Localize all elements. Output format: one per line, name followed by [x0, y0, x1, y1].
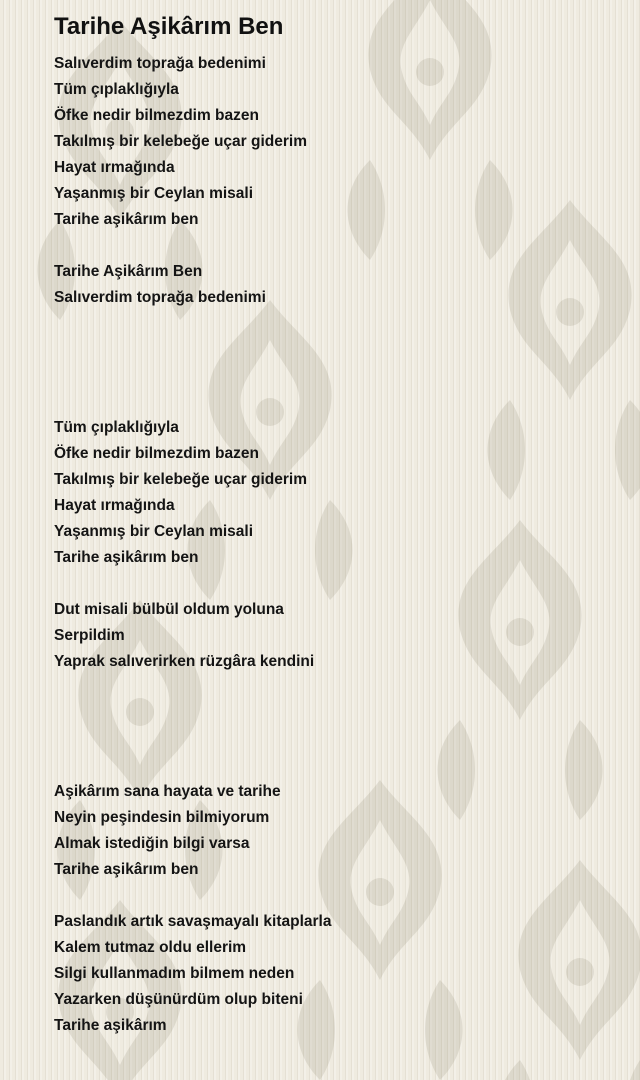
poem-line: Dut misali bülbül oldum yoluna — [54, 601, 284, 618]
poem-line: Salıverdim toprağa bedenimi — [54, 55, 266, 72]
poem-line: Tarihe aşikârım ben — [54, 211, 199, 228]
poem-line: Tarihe Aşikârım Ben — [54, 263, 203, 280]
poem-line: Tarihe aşikârım ben — [54, 549, 199, 566]
poem-line: Yaşanmış bir Ceylan misali — [54, 185, 254, 202]
poem-line: Takılmış bir kelebeğe uçar giderim — [54, 471, 307, 488]
poem-line: Hayat ırmağında — [54, 159, 175, 176]
poem-line: Tarihe aşikârım — [54, 1017, 167, 1034]
stanza-gap — [54, 311, 614, 415]
poem-line: Aşikârım sana hayata ve tarihe — [54, 783, 281, 800]
stanza-3 — [54, 415, 614, 571]
stanza-1 — [54, 51, 614, 233]
poem-line: Yazarken düşünürdüm olup biteni — [54, 991, 303, 1008]
poem-line: Hayat ırmağında — [54, 497, 175, 514]
poem-line: Paslandık artık savaşmayalı kitaplarla — [54, 913, 332, 930]
stanza-gap — [54, 675, 614, 779]
poem-title: Tarihe Aşikârım Ben — [54, 13, 284, 40]
poem-line: Yaşanmış bir Ceylan misali — [54, 523, 254, 540]
poem-line: Tarihe aşikârım ben — [54, 861, 199, 878]
stanza-6 — [54, 909, 614, 1039]
stanza-5 — [54, 779, 614, 883]
poem — [54, 10, 614, 1039]
poem-line: Salıverdim toprağa bedenimi — [54, 289, 266, 306]
poem-line: Yaprak salıverirken rüzgâra kendini — [54, 653, 315, 670]
poem-line: Tüm çıplaklığıyla — [54, 419, 179, 436]
poem-line: Almak istediğin bilgi varsa — [54, 835, 250, 852]
poem-line: Kalem tutmaz oldu ellerim — [54, 939, 247, 956]
poem-line: Takılmış bir kelebeğe uçar giderim — [54, 133, 307, 150]
stanza-gap — [54, 883, 614, 909]
stanza-gap — [54, 233, 614, 259]
poem-line: Silgi kullanmadım bilmem neden — [54, 965, 295, 982]
stanza-2 — [54, 259, 614, 311]
poem-line: Serpildim — [54, 627, 125, 644]
stanza-gap — [54, 571, 614, 597]
poem-line: Öfke nedir bilmezdim bazen — [54, 107, 259, 124]
stanza-4 — [54, 597, 614, 675]
poem-line: Öfke nedir bilmezdim bazen — [54, 445, 259, 462]
poem-line: Neyin peşindesin bilmiyorum — [54, 809, 270, 826]
poem-line: Tüm çıplaklığıyla — [54, 81, 179, 98]
